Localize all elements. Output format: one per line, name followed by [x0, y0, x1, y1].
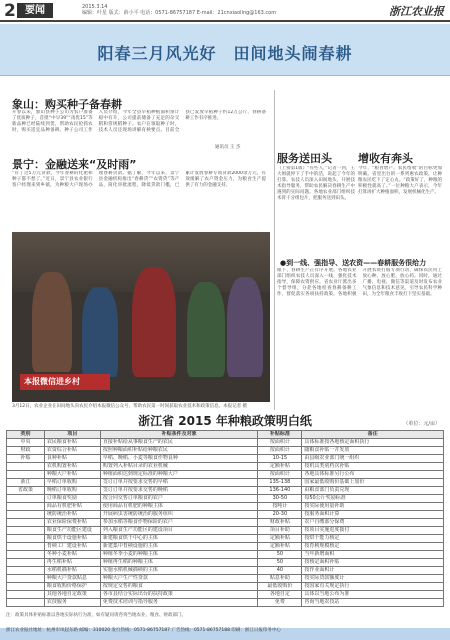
table-row — [7, 575, 444, 583]
table-cell: 晚稻订单收购 — [44, 487, 100, 495]
table-cell — [7, 599, 45, 607]
news-photo — [12, 232, 270, 402]
table-cell: 列入粮食生产功能区的建设项目 — [100, 527, 258, 535]
column-header: 补贴条件及对象 — [100, 431, 258, 439]
table-cell: 免费 — [258, 599, 302, 607]
table-cell: 按服务面积计算 — [302, 511, 444, 519]
table-cell: 种植面积达到规定标准的种粮大户 — [100, 471, 258, 479]
table-cell: 粮食收购价格保护 — [44, 583, 100, 591]
table-cell: 中央 — [7, 439, 45, 447]
table-row — [7, 543, 444, 551]
page-number: 2 — [4, 1, 16, 21]
article5-headline: ●到一线、强指导、送农资——春耕服务很给力 — [280, 259, 427, 267]
lead-banner — [0, 24, 450, 76]
table-cell: 农民粮食补贴 — [44, 439, 100, 447]
table-cell: 贴息补助 — [258, 575, 302, 583]
banner-title: 阳春三月风光好 田间地头闹春耕 — [97, 44, 353, 63]
table-cell: 财政 — [7, 447, 45, 455]
person-figure — [227, 277, 263, 377]
table-cell: 新建粮食烘干中心的主体 — [100, 535, 258, 543]
table-cell: 农户自缴部分保费 — [302, 519, 444, 527]
table-cell: 定额补贴 — [258, 543, 302, 551]
table-cell: 种粮大户补贴 — [44, 471, 100, 479]
table-cell: 再生稻补贴 — [44, 559, 100, 567]
table-row — [7, 519, 444, 527]
person-figure — [32, 272, 72, 372]
table-row — [7, 567, 444, 575]
table-cell: 实施水稻机械插秧的主体 — [100, 567, 258, 575]
table-cell: 财政补贴 — [258, 519, 302, 527]
table-row — [7, 559, 444, 567]
table-cell: 定额补贴 — [258, 535, 302, 543]
table-cell: 参加水稻等粮食作物保险的农户 — [100, 519, 258, 527]
table-cell: 订单粮食奖励 — [44, 495, 100, 503]
table-cell: 由粮食部门负责兑现 — [302, 487, 444, 495]
table-cell: 按实际贷款额度计 — [302, 575, 444, 583]
column-header: 项目 — [44, 431, 100, 439]
photo-caption: 3月12日，农业企业在田间地头向农民介绍本报微信公众号，帮助农民第一时间获取农业技术和政策信息。本报记者 摄 — [12, 404, 248, 409]
table-row — [7, 583, 444, 591]
header-info — [82, 4, 276, 16]
table-cell — [7, 567, 45, 575]
table-row — [7, 447, 444, 455]
page-header — [0, 0, 450, 22]
table-cell: 免费技术培训与指导服务 — [100, 599, 258, 607]
table-row — [7, 495, 444, 503]
table-cell: 按国家有关规定执行 — [302, 583, 444, 591]
table-cell: 按烘干能力核定 — [302, 535, 444, 543]
table-row — [7, 535, 444, 543]
table-cell: 冬种小麦补贴 — [44, 551, 100, 559]
table-cell: 每50公斤奖励标准 — [302, 495, 444, 503]
table-cell — [7, 471, 45, 479]
table-row — [7, 527, 444, 535]
paper-name: 浙江农业报 — [389, 5, 444, 18]
table-cell — [7, 575, 45, 583]
table-cell: 签订订单并按要求交售的晚稻 — [100, 487, 258, 495]
table-cell: 136-140 — [258, 487, 302, 495]
page-footer: 浙江农业报社地址：杭州市凤起东路 邮编：310020 发行热线：0571-86757187 广告热线：0571-86757188 印刷：浙江日报印务中心 — [0, 628, 450, 640]
section-label: 要闻 — [17, 3, 53, 18]
table-cell: 30-50 — [258, 495, 302, 503]
table-cell: 各地自定 — [258, 591, 302, 599]
table-cell: 项目补助 — [258, 527, 302, 535]
table-cell — [7, 559, 45, 567]
table-cell: 按实际使用量补助 — [302, 503, 444, 511]
table-cell — [7, 591, 45, 599]
table-cell: 当年新增面积 — [302, 551, 444, 559]
table-row — [7, 591, 444, 599]
table-cell: 水稻机插补贴 — [44, 567, 100, 575]
table-cell: 按面积计 — [258, 471, 302, 479]
article1-reporter: 通讯员 王 杰 — [215, 145, 241, 150]
table-cell: 按面积计 — [258, 447, 302, 455]
person-figure — [132, 267, 176, 377]
table-row — [7, 503, 444, 511]
policy-table-unit: （单位：元/亩） — [403, 421, 440, 427]
article4-headline: 增收有奔头 — [358, 152, 413, 165]
table-cell: 育秧工厂建设补贴 — [44, 543, 100, 551]
article1-headline: 象山：购买种子备春耕 — [12, 98, 122, 111]
table-cell: 按核定面积补贴 — [302, 559, 444, 567]
table-cell: 具体标准按各地核定面积执行 — [302, 439, 444, 447]
table-cell — [7, 535, 45, 543]
table-cell: 开展病虫害统防统治的服务组织 — [100, 511, 258, 519]
table-cell: 各地具体标准另行公布 — [302, 471, 444, 479]
table-cell: 按面积计 — [258, 439, 302, 447]
table-cell — [7, 511, 45, 519]
person-figure — [187, 282, 225, 377]
table-cell: 早稻订单收购 — [44, 479, 100, 487]
table-cell: 新建集中育秧设施的主体 — [100, 543, 258, 551]
table-cell: 135-138 — [258, 479, 302, 487]
photo-banner-text: 本报微信进乡村 — [24, 377, 80, 386]
table-cell: 签订订单并按要求交售的早稻 — [100, 479, 258, 487]
table-cell: 按照种粮面积补贴给种粮农民 — [100, 447, 258, 455]
table-cell: 按机具类别档次补贴 — [302, 463, 444, 471]
column-header: 备注 — [302, 431, 444, 439]
table-row — [7, 599, 444, 607]
table-row — [7, 463, 444, 471]
table-cell: 省政策 — [7, 487, 45, 495]
table-cell: 由县级农业部门统一组织 — [302, 455, 444, 463]
table-cell: 农业保险保费补贴 — [44, 519, 100, 527]
table-cell: 种粮大户生产性贷款 — [100, 575, 258, 583]
table-cell — [7, 583, 45, 591]
table-row — [7, 439, 444, 447]
table-note: 注：政策具体补贴标准以各地实际执行为准，如有疑问请咨询当地农业、粮食、财政部门。 — [6, 613, 186, 618]
table-row — [7, 479, 444, 487]
table-cell: 粮食烘干设施补贴 — [44, 535, 100, 543]
table-cell: 商品有机肥补贴 — [44, 503, 100, 511]
article1-body: 开春以来，象山县种子公司为农户准备了优质种子，首批“中早39”“甬优15”等新品种已经陆续到货，帮助农民抢抓农时，购买适宜品种备耕。种子公司工作人员介绍，今年全县早稻种植面积预计稳中有升，公司提前储备了充足的杂交稻和常规稻种子。农户在领取种子时，技术人员还现场讲解育秧要点。目前全县已发放早稻种子约12万公斤，春耕备耕工作有序推进。 — [12, 110, 266, 133]
table-cell: 随粮食补贴一并发放 — [302, 447, 444, 455]
column-divider — [274, 90, 275, 410]
table-cell: 20-30 — [258, 511, 302, 519]
table-header-row — [7, 431, 444, 439]
table-cell: 购置列入补贴目录的农业机械 — [100, 463, 258, 471]
column-header: 补贴标准 — [258, 431, 302, 439]
article2-body: “有了这5万元贷款，今年春耕的化肥和种子都不愁了。”近日，景宁县农业银行客户经理来到乡镇，为种粮大户现场办理春耕贷款。据了解，今年以来，景宁县金融机构推出“春耕贷”“农资贷”等产品，简化审批流程，降低贷款门槛，已累计发放春耕专项贷款2000余万元，有效缓解了农户资金压力，为粮食生产提供了有力的金融支持。 — [12, 171, 266, 188]
table-cell: 按合同交售订单粮食的农户 — [100, 495, 258, 503]
table-row — [7, 471, 444, 479]
article2-headline: 景宁：金融送来“及时雨” — [12, 158, 137, 171]
header-contacts: 编辑：叶星 版式：薛小平 电话：0571-86757187 E-mail：21cnxiaoling@163.com — [82, 10, 277, 16]
table-cell: 农机购置补贴 — [44, 463, 100, 471]
photo-banner — [20, 374, 110, 390]
table-cell: 种植冬季小麦的种粮主体 — [100, 551, 258, 559]
table-cell: 定额补贴 — [258, 463, 302, 471]
table-cell — [7, 527, 45, 535]
table-cell — [7, 543, 45, 551]
table-cell: 农资综合补贴 — [44, 447, 100, 455]
policy-table-body — [7, 439, 444, 607]
person-figure — [82, 287, 118, 377]
table-row — [7, 487, 444, 495]
table-cell: 按吨计 — [258, 503, 302, 511]
table-cell: 农技服务 — [44, 599, 100, 607]
table-row — [7, 551, 444, 559]
table-cell: 种植再生稻的种粮主体 — [100, 559, 258, 567]
table-cell: 按作业面积计 — [302, 567, 444, 575]
table-cell — [7, 463, 45, 471]
table-cell: 直接补贴给从事粮食生产的农民 — [100, 439, 258, 447]
table-cell: 其他各地自定政策 — [44, 591, 100, 599]
table-cell: 补贴 — [7, 455, 45, 463]
table-cell: 按育秧规模核定 — [302, 543, 444, 551]
table-cell: 具体以当地公布为准 — [302, 591, 444, 599]
article3-body: （上接第1版）“有些人，”记者一到，王大姐就停下了手中的活，说起了今年的打算。农技人员深入田间地头，开展技术指导服务，帮助农民解决春耕生产中遇到的实际问题。各地农业部门组织技术骨干分组包片，把服务送到田头。 — [277, 166, 355, 201]
table-cell: 粮食生产功能区建设 — [44, 527, 100, 535]
table-cell: 浙江 — [7, 479, 45, 487]
table-cell: 各市县结合实际出台的扶持政策 — [100, 591, 258, 599]
table-row — [7, 455, 444, 463]
table-cell: 50 — [258, 551, 302, 559]
table-cell: 50 — [258, 559, 302, 567]
table-row — [7, 511, 444, 519]
table-cell: 10-15 — [258, 455, 302, 463]
table-cell: 早稻、晚稻、小麦等粮食作物良种 — [100, 455, 258, 463]
article5-body: 眼下，春耕生产正有序开展。各地农业部门组织农技人员深入一线，强化技术指导，保障农资供应。省农业厅派出多个督导组，分赴各地检查春耕备耕工作，督促落实各项扶持政策。各地积极开展农资打假专项行动，确保农民用上放心种、放心肥、放心药。同时，通过广播、电视、微信等渠道及时发布农业气象信息和技术意见，引导农民科学种田，为全年粮食丰收打下坚实基础。 — [277, 268, 442, 297]
column-header: 类别 — [7, 431, 45, 439]
table-cell: 咨询当地农技站 — [302, 599, 444, 607]
table-cell — [7, 519, 45, 527]
table-cell: 统防统治补贴 — [44, 511, 100, 519]
table-cell: 最低收购价 — [258, 583, 302, 591]
table-cell: 种粮大户贷款贴息 — [44, 575, 100, 583]
table-cell — [7, 551, 45, 559]
table-cell: 良种补贴 — [44, 455, 100, 463]
table-cell: 40 — [258, 567, 302, 575]
table-cell — [7, 503, 45, 511]
article4-body: 今年，“粮食增产、农民增收”的目标更加明确。省里出台的一系列惠农政策，让种粮农民吃下了定心丸。“政策好了，种粮的积极性就高了。”一位种粮大户表示，今年打算再扩大种植面积，发展机械化生产。 — [358, 166, 442, 195]
table-cell: 按规定交售的粮食 — [100, 583, 258, 591]
policy-table-title: 浙江省 2015 年种粮政策明白纸 — [138, 414, 312, 428]
table-cell: 按项目实施进度拨付 — [302, 527, 444, 535]
table-cell: 使用商品有机肥的种粮主体 — [100, 503, 258, 511]
policy-table — [6, 430, 444, 607]
table-cell: 国家最低收购价基础上加价 — [302, 479, 444, 487]
table-cell — [7, 495, 45, 503]
header-date: 2015.3.14 — [82, 4, 108, 10]
article3-headline: 服务送田头 — [277, 152, 332, 165]
